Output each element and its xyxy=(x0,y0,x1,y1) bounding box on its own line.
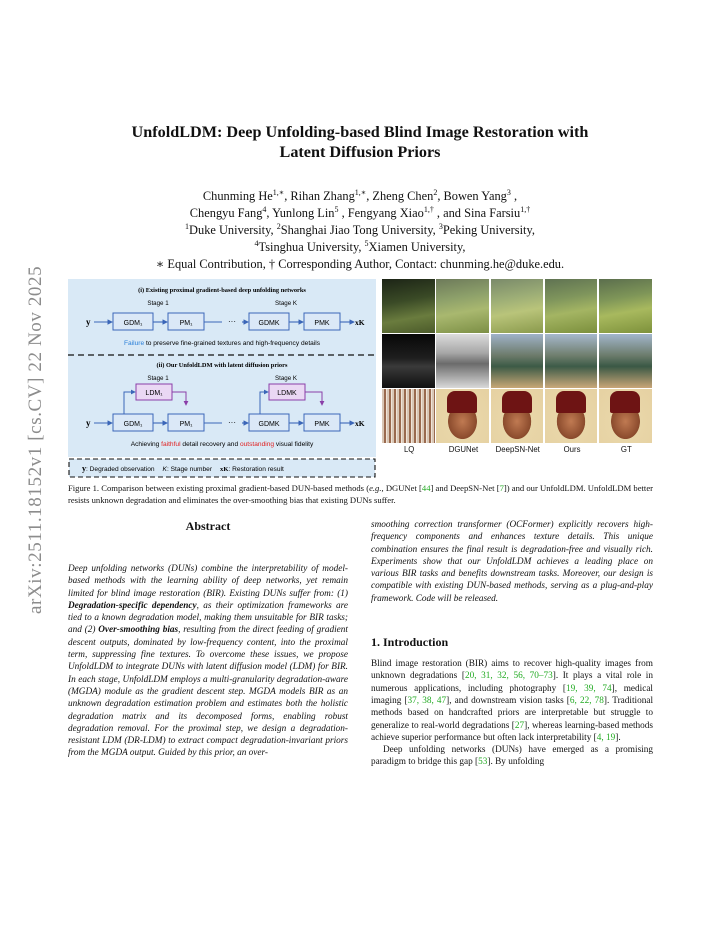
achieve-text: Achieving xyxy=(130,441,162,448)
abstract-emphasis: Over-smoothing bias xyxy=(98,625,179,636)
column-label-deepsn: DeepSN-Net xyxy=(495,445,540,454)
abstract-body xyxy=(68,563,348,760)
intro-text: ]. It plays a vital role in numerous applications, including photography [ xyxy=(371,671,653,694)
institution: Duke University, xyxy=(189,223,277,237)
pm-k-label: PMK xyxy=(314,421,330,428)
intro-text: Blind image restoration (BIR) aims to recover high-quality images from unknown degradations [ xyxy=(371,659,653,682)
pm-k-label: PMK xyxy=(314,320,330,327)
affiliation-mark: 1,† xyxy=(423,204,434,214)
citation-link[interactable]: 19, 39, 74 xyxy=(565,683,612,694)
failure-rest: to preserve fine-grained textures and high-frequency details xyxy=(144,340,321,347)
affiliation-mark: 2 xyxy=(276,221,281,231)
abstract-emphasis: Degradation-specific dependency xyxy=(68,600,197,611)
portrait-image-deepsn xyxy=(491,389,544,443)
author-name: , Zheng Chen xyxy=(366,189,434,203)
legend-text xyxy=(82,464,284,473)
legend-x: xK xyxy=(220,466,229,473)
citation-link[interactable]: 44 xyxy=(421,483,431,493)
achieve-note xyxy=(131,441,314,448)
intro-text: Deep unfolding networks (DUNs) have emerged as a promising paradigm to bridge this gap [ xyxy=(371,745,653,768)
caption-text: , DGUNet [ xyxy=(381,483,422,493)
affiliation-mark: 5 xyxy=(334,204,339,214)
achieve-outstanding: outstanding xyxy=(239,441,275,448)
figure-image-grid xyxy=(382,279,652,479)
caption-text: Figure 1. Comparison between existing proximal gradient-based DUN-based methods ( xyxy=(68,483,370,493)
authors-line-2 xyxy=(70,205,650,222)
author-name: , and Sina Farsiu xyxy=(433,206,521,220)
failure-note xyxy=(124,340,321,347)
arxiv-identifier: arXiv:2511.18152v1 [cs.CV] 22 Nov 2025 xyxy=(25,265,46,615)
mountain-image-dgunet xyxy=(436,334,489,388)
input-y: y xyxy=(86,317,91,327)
author-name: Chunming He xyxy=(202,189,273,203)
failure-word: Failure xyxy=(123,340,145,347)
author-name: , Rihan Zhang xyxy=(284,189,355,203)
gdm-1-label: GDM₁ xyxy=(123,320,143,327)
affiliation-mark: 4 xyxy=(262,204,267,214)
landscape-image-deepsn xyxy=(491,279,544,333)
affiliation-mark: 3 xyxy=(506,187,511,197)
column-label-dgunet: DGUNet xyxy=(448,445,479,454)
mountain-image-gt xyxy=(599,334,652,388)
column-label-gt: GT xyxy=(620,445,632,454)
abstract-heading: Abstract xyxy=(185,519,231,533)
stage-k-label: Stage K xyxy=(274,375,298,382)
portrait-image-dgunet xyxy=(436,389,489,443)
mountain-image-deepsn xyxy=(491,334,544,388)
ldm-k-label: LDMK xyxy=(277,390,297,397)
achieve-text: detail recovery and xyxy=(180,441,240,448)
author-name: , Fengyang Xiao xyxy=(338,206,424,220)
intro-text: ], medical imaging [ xyxy=(371,683,653,706)
legend-y-text: : Degraded observation xyxy=(86,466,155,473)
mountain-image-lq xyxy=(382,334,435,388)
citation-link[interactable]: 4, 19 xyxy=(596,732,616,743)
portrait-image-gt xyxy=(599,389,652,443)
citation-link[interactable]: 27 xyxy=(514,720,525,731)
affiliation-mark: 3 xyxy=(438,221,443,231)
panel-i-title: (i) Existing proximal gradient-based deep unfolding networks xyxy=(138,287,306,294)
affiliation-mark: 1,† xyxy=(520,204,531,214)
author-name: , Yunlong Lin xyxy=(266,206,335,220)
author-name: , Bowen Yang xyxy=(437,189,507,203)
landscape-image-ours xyxy=(545,279,598,333)
legend-k-text: : Stage number xyxy=(166,466,213,473)
citation-link[interactable]: 37, 38, 47 xyxy=(407,695,447,706)
output-x: xK xyxy=(355,419,365,428)
institutions-line-1 xyxy=(70,222,650,239)
citation-link[interactable]: 7 xyxy=(499,483,504,493)
stage-1-label: Stage 1 xyxy=(147,300,169,307)
landscape-image-lq xyxy=(382,279,435,333)
institution: Peking University, xyxy=(442,223,535,237)
institutions-line-2 xyxy=(70,239,650,256)
caption-eg: e.g. xyxy=(369,483,382,493)
legend-k: K xyxy=(162,466,167,473)
institution: Tsinghua University, xyxy=(258,240,365,254)
intro-text: ], whereas learning-based methods achieve superior performance but often lack interpretability [ xyxy=(371,720,653,743)
intro-text: ]. By unfolding xyxy=(487,757,545,768)
intro-paragraph-2 xyxy=(371,744,653,769)
achieve-text: visual fidelity xyxy=(274,441,314,448)
affiliation-mark: 1 xyxy=(185,221,190,231)
pm-1-label: PM₁ xyxy=(179,320,193,327)
affiliation-mark: 5 xyxy=(364,238,369,248)
ellipsis: ··· xyxy=(228,418,236,427)
affiliation-mark: 4 xyxy=(254,238,259,248)
legend-y: y xyxy=(82,464,86,473)
institution: Shanghai Jiao Tong University, xyxy=(280,223,439,237)
paper-title xyxy=(70,122,650,162)
portrait-image-ours xyxy=(545,389,598,443)
caption-text: ]) and our UnfoldLDM. UnfoldLDM better resists unknown degradation and eliminates the over-smoothing bias that existing DUNs suffer. xyxy=(68,483,653,505)
column-labels xyxy=(382,445,652,454)
pm-1-label: PM₁ xyxy=(179,421,193,428)
intro-text: ]. xyxy=(615,732,621,743)
column-label-lq: LQ xyxy=(403,445,415,454)
panel-ii-title: (ii) Our UnfoldLDM with latent diffusion priors xyxy=(156,362,288,369)
abstract-text: Deep unfolding networks (DUNs) combine the interpretability of model-based methods with the learning ability of deep networks, yet remain limited for blind image restoration (BIR). Existing DUNs suffer from: (1) xyxy=(68,564,348,599)
achieve-faithful: faithful xyxy=(161,441,181,448)
right-column xyxy=(371,519,653,769)
affiliation-mark: 2 xyxy=(433,187,438,197)
ellipsis: ··· xyxy=(228,317,236,326)
gdm-k-label: GDMK xyxy=(258,320,280,327)
authors-line-1 xyxy=(70,188,650,205)
title-line-2: Latent Diffusion Priors xyxy=(279,143,441,161)
figure-diagram xyxy=(68,279,376,479)
institution: Xiamen University, xyxy=(368,240,466,254)
abstract-text: , resulting from the direct feeding of gradient descent outputs, dominated by low-frequency content, into the proximal term, suppressing fine textures. To overcome these issues, we propose UnfoldLDM to integrate DUNs with latent diffusion model (LDM) for BIR. In each stage, UnfoldLDM employs a multi-granularity degradation-aware (MGDA) module as the gradient descent step. MGDA models BIR as an unknown degradation estimation problem and estimates both the holistic degradation matrix and its decomposed forms, enabling robust degradation removal. For the proximal step, we design a degradation-resistant LDM (DR-LDM) to extract compact degradation-invariant priors from the MGDA output. Guided by this prior, an over- xyxy=(68,625,348,759)
affiliation-mark: 1,∗ xyxy=(272,187,285,197)
stage-k-label: Stage K xyxy=(274,300,298,307)
contribution-note: ∗ Equal Contribution, † Corresponding Author, Contact: chunming.he@duke.edu. xyxy=(155,257,565,271)
input-y: y xyxy=(86,418,91,428)
output-x: xK xyxy=(355,318,365,327)
citation-link[interactable]: 53 xyxy=(478,757,488,768)
landscape-image-dgunet xyxy=(436,279,489,333)
legend-x-text: : Restoration result xyxy=(228,466,284,473)
ldm-1-label: LDM₁ xyxy=(145,390,163,397)
column-label-ours: Ours xyxy=(563,445,581,454)
caption-text: ] and DeepSN-Net [ xyxy=(430,483,500,493)
abstract-text: , as their optimization frameworks are tied to a known degradation model, making them unsuitable for BIR tasks; and (2) xyxy=(68,600,348,636)
intro-text: ]. Traditional methods based on handcrafted priors are interpretable but struggle to generalize to real-world degradations [ xyxy=(371,695,654,731)
author-name: Chengyu Fang xyxy=(189,206,263,220)
separator: , xyxy=(513,189,518,203)
title-line-1: UnfoldLDM: Deep Unfolding-based Blind Image Restoration with xyxy=(131,123,589,141)
abstract-continuation: smoothing correction transformer (OCFormer) explicitly recovers high-frequency components and enhances texture details. This unique combination ensures the final result is degradation-free and visually rich. Experiments show that our UnfoldLDM achieves a leading place on various BIR tasks and benefits downstream tasks. Moreover, our design is compatible with existing DUN-based methods, serving as a plug-and-play framework. Code will be released. xyxy=(371,520,653,604)
landscape-image-gt xyxy=(599,279,652,333)
affiliation-mark: 1,∗ xyxy=(354,187,367,197)
intro-paragraph-1 xyxy=(371,658,653,744)
section-heading-introduction: 1. Introduction xyxy=(371,635,449,650)
gdm-k-label: GDMK xyxy=(258,421,280,428)
citation-link[interactable]: 20, 31, 32, 56, 70–73 xyxy=(464,671,553,682)
left-column xyxy=(68,519,348,760)
portrait-image-lq xyxy=(382,389,435,443)
mountain-image-ours xyxy=(545,334,598,388)
stage-1-label: Stage 1 xyxy=(147,375,169,382)
figure-caption xyxy=(68,483,653,507)
author-block xyxy=(70,188,650,273)
citation-link[interactable]: 6, 22, 78 xyxy=(569,695,604,706)
intro-text: ], and downstream vision tasks [ xyxy=(446,695,570,706)
gdm-1-label: GDM₁ xyxy=(123,421,143,428)
